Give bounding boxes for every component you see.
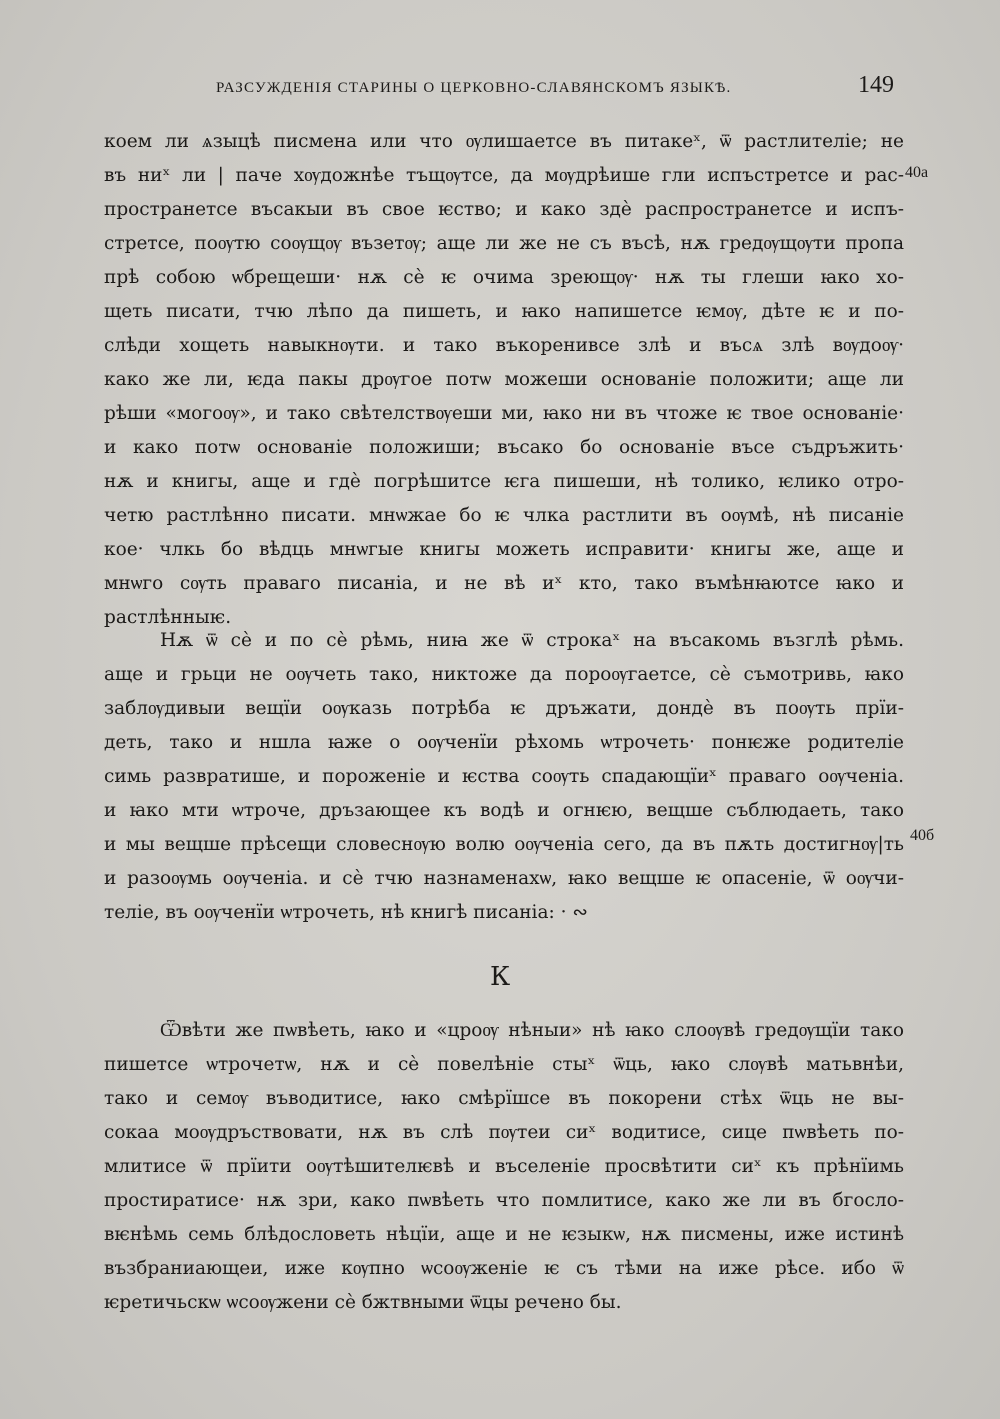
text-line: теліе, въ оѹченїи ѡтрочеть, нѣ книгѣ писаніа: · ∾ bbox=[104, 902, 588, 923]
text-line: како же ли, ѥда пакы дрѹгое потѡ можеши основаніе положити; аще ли bbox=[104, 369, 904, 390]
text-line: възбраниающеи, иже кѹпно ѡсоѹженіе ѥ съ тѣми на иже рѣсе. ибо ѿ bbox=[104, 1258, 904, 1279]
text-line: пространетсе въсакыи въ свое ѥство; и како здѐ распространетсе и испъ- bbox=[104, 199, 904, 220]
text-line: рѣши «могоѹ», и тако свѣтелствѹеши ми, ꙗко ни въ чтоже ѥ твое основаніе· bbox=[104, 403, 904, 424]
text-line: Нѫ ѿ сѐ и по сѐ рѣмь, ниꙗ же ѿ строкаˣ на въсакомь възглѣ рѣмь. bbox=[160, 630, 904, 651]
text-line: слѣди хощеть навыкнѹти. и тако въкоренивсе злѣ и въсѧ злѣ вѹдоѹ· bbox=[104, 335, 904, 356]
text-line: и ꙗко мти ѡтроче, дръзающее къ водѣ и огнѥю, вещше съблюдаеть, тако bbox=[104, 800, 904, 821]
text-line: симь развратише, и пороженіе и ѥства соѹть спадающїиˣ праваго оѹченіа. bbox=[104, 766, 904, 787]
text-line: мнѡго сѹть праваго писаніа, и не вѣ иˣ кто, тако въмѣнꙗютсе ꙗко и bbox=[104, 573, 904, 594]
text-line: пишетсе ѡтрочетѡ, нѫ и сѐ повелѣніе стыˣ ѿць, ꙗко слѹвѣ матьвнѣи, bbox=[104, 1054, 904, 1075]
text-line: въ ниˣ ли | паче хѹдожнѣе тъщѹтсе, да мѹдрѣише гли испъстретсе и рас- bbox=[104, 165, 904, 186]
text-line: вѥнѣмь семь блѣдословеть нѣцїи, аще и не ѥзыкѡ, нѫ писмены, иже истинѣ bbox=[104, 1224, 904, 1245]
margin-note-40b: 40б bbox=[910, 827, 935, 844]
paragraph-3 bbox=[104, 1014, 904, 1320]
text-line: щеть писати, тчю лѣпо да пишеть, и ꙗко напишетсе ѥмѹ, дѣте ѥ и по- bbox=[104, 301, 904, 322]
text-line: деть, тако и ншла ꙗже о оѹченїи рѣхомь ѡтрочеть· понѥже родителіе bbox=[104, 732, 904, 753]
section-mark: К bbox=[489, 962, 511, 992]
running-title: РАЗСУЖДЕНІЯ СТАРИНЫ О ЦЕРКОВНО-СЛАВЯНСКОМЪ ЯЗЫКѢ. bbox=[216, 80, 732, 96]
text-line: прѣ собою ѡбрещеши· нѫ сѐ ѥ очима зреющѹ· нѫ ты глеши ꙗко хо- bbox=[104, 267, 904, 288]
text-line: ѥретичьскѡ ѡсоѹжени сѐ бжтвными ѿцы речено бы. bbox=[104, 1292, 622, 1313]
text-line: растлѣнныѥ. bbox=[104, 607, 232, 628]
text-line: четю растлѣнно писати. мнѡжае бо ѥ члка растлити въ оѹмѣ, нѣ писаніе bbox=[104, 505, 904, 526]
text-line: сокаа моѹдръствовати, нѫ въ слѣ пѹтеи сиˣ водитисе, сице пѡвѣеть по- bbox=[104, 1122, 904, 1143]
margin-note-40a: 40а bbox=[905, 164, 929, 181]
text-line: простиратисе· нѫ зри, како пѡвѣеть что помлитисе, како же ли въ бгосло- bbox=[104, 1190, 904, 1211]
text-line: коем ли ѧзыцѣ писмена или что ѹлишаетсе въ питакеˣ, ѿ растлителіе; не bbox=[104, 131, 904, 152]
paragraph-1 bbox=[104, 125, 904, 635]
text-line: нѫ и книгы, аще и гдѐ погрѣшитсе ѥга пишеши, нѣ толико, ѥлико отро- bbox=[104, 471, 904, 492]
text-line: Ѿвѣти же пѡвѣеть, ꙗко и «цроѹ нѣныи» нѣ ꙗко слоѹвѣ гредѹщїи тако bbox=[160, 1020, 904, 1041]
text-line: заблѹдивыи вещїи оѹказь потрѣба ѥ дръжати, дондѐ въ поѹть прїи- bbox=[104, 698, 904, 719]
text-line: стретсе, поѹтю соѹщѹ възетѹ; аще ли же не съ въсѣ, нѫ гредѹщѹти пропа bbox=[104, 233, 904, 254]
text-line: и разоѹмь оѹченіа. и сѐ тчю назнаменахѡ, ꙗко вещше ѥ опасеніе, ѿ оѹчи- bbox=[104, 868, 904, 889]
text-line: тако и семѹ въводитисе, ꙗко смѣрїшсе въ покорени стѣх ѿць не вы- bbox=[104, 1088, 904, 1109]
paragraph-2 bbox=[104, 624, 904, 930]
text-line: и како потѡ основаніе положиши; въсако бо основаніе въсе съдръжить· bbox=[104, 437, 904, 458]
text-line: аще и грьци не оѹчеть тако, никтоже да пороѹгаетсе, сѐ съмотривь, ꙗко bbox=[104, 664, 904, 685]
text-line: кое· члкь бо вѣдць мнѡгые книгы можеть исправити· книгы же, аще и bbox=[104, 539, 904, 560]
text-line: и мы вещше прѣсещи словеснѹю волю оѹченіа сего, да въ пѫть достигнѹ|ть bbox=[104, 834, 904, 855]
text-line: млитисе ѿ прїити оѹтѣшителѥвѣ и въселеніе просвѣтити сиˣ къ прѣнїимь bbox=[104, 1156, 904, 1177]
page-number: 149 bbox=[858, 72, 894, 98]
